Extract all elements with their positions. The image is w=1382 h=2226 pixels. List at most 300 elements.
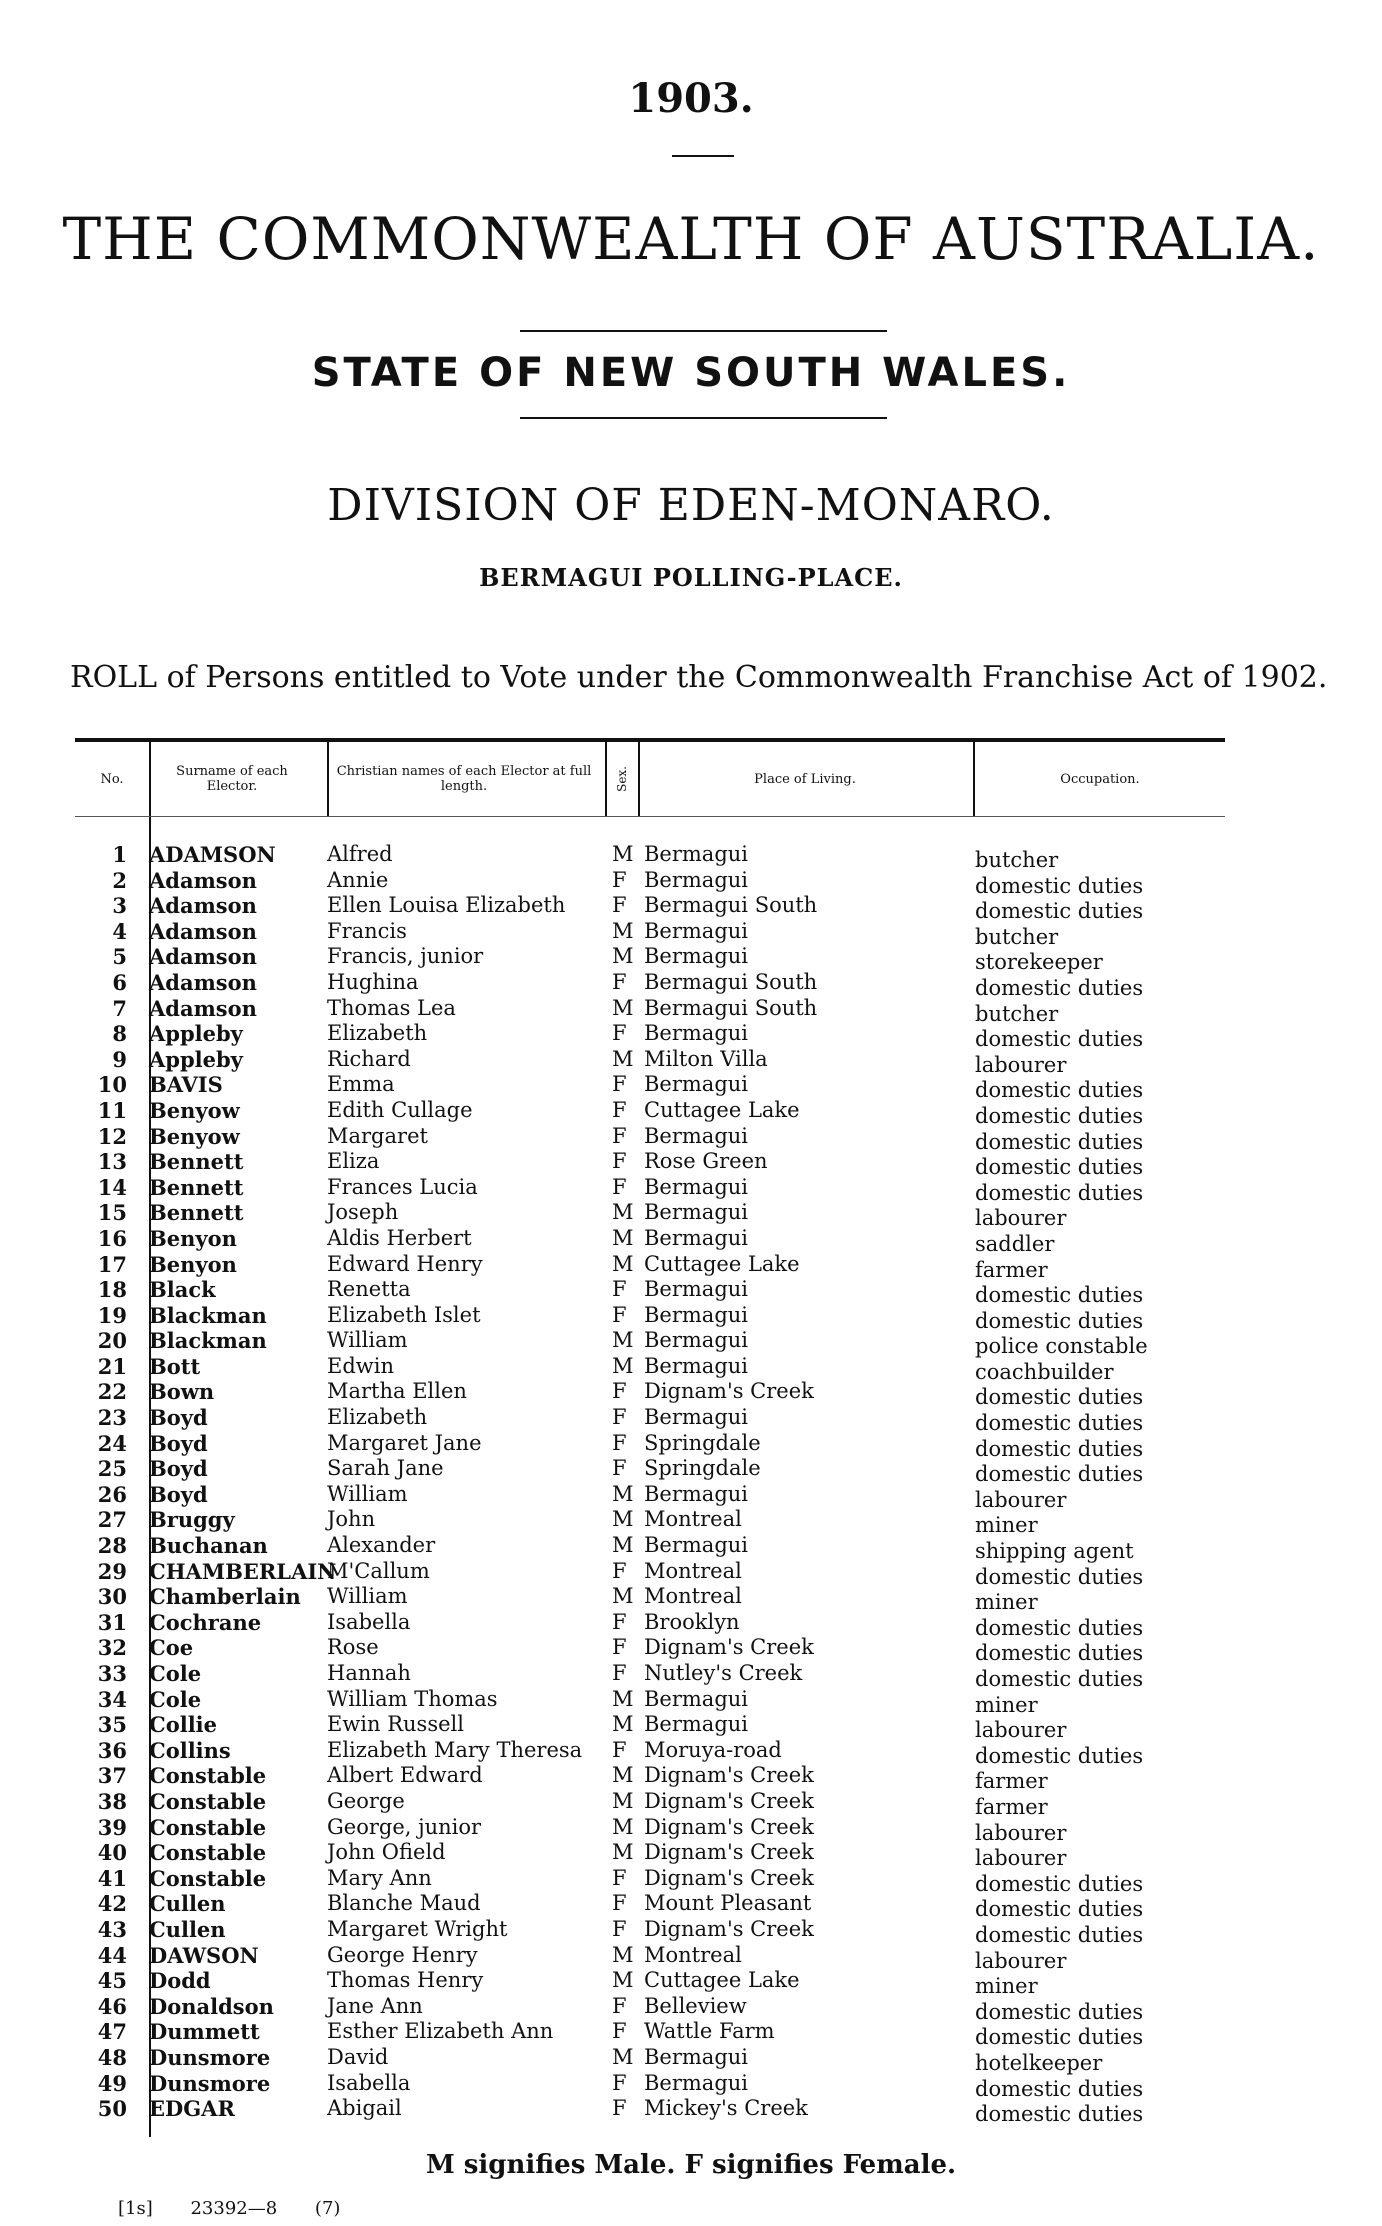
row-christian-names: Isabella bbox=[327, 1609, 411, 1634]
table-row bbox=[75, 867, 1225, 898]
row-sex: M bbox=[612, 1840, 634, 1865]
row-sex: F bbox=[612, 1558, 627, 1583]
table-row bbox=[75, 1993, 1225, 2024]
row-christian-names: Francis bbox=[327, 918, 407, 943]
row-sex: M bbox=[612, 1712, 634, 1737]
table-row bbox=[75, 1225, 1225, 1256]
row-surname: Adamson bbox=[149, 893, 257, 919]
row-number: 21 bbox=[97, 1353, 127, 1379]
row-place-of-living: Belleview bbox=[644, 1993, 747, 2018]
row-sex: F bbox=[612, 2096, 627, 2121]
row-christian-names: Blanche Maud bbox=[327, 1891, 481, 1916]
row-surname: Constable bbox=[149, 1814, 267, 1840]
row-sex: F bbox=[612, 1635, 627, 1660]
row-sex: F bbox=[612, 1302, 627, 1327]
column-header-no: No. bbox=[100, 771, 124, 787]
division-heading: DIVISION OF EDEN-MONARO. bbox=[327, 480, 1055, 531]
row-sex: F bbox=[612, 1405, 627, 1430]
sex-legend: M signifies Male. F signifies Female. bbox=[425, 2150, 957, 2180]
row-sex: F bbox=[612, 1891, 627, 1916]
table-row bbox=[75, 1942, 1225, 1973]
row-number: 16 bbox=[97, 1225, 127, 1251]
row-christian-names: George bbox=[327, 1788, 405, 1813]
row-number: 42 bbox=[97, 1891, 127, 1917]
row-occupation: farmer bbox=[975, 1794, 1048, 1819]
row-place-of-living: Bermagui bbox=[644, 1072, 749, 1097]
row-number: 3 bbox=[112, 893, 127, 919]
row-number: 17 bbox=[97, 1251, 127, 1277]
row-sex: M bbox=[612, 1686, 634, 1711]
row-surname: Bennett bbox=[149, 1149, 244, 1175]
row-occupation: domestic duties bbox=[975, 1743, 1144, 1768]
row-place-of-living: Bermagui bbox=[644, 1225, 749, 1250]
row-place-of-living: Dignam's Creek bbox=[644, 1865, 814, 1890]
row-occupation: farmer bbox=[975, 1257, 1048, 1282]
row-christian-names: Mary Ann bbox=[327, 1865, 432, 1890]
row-place-of-living: Brooklyn bbox=[644, 1609, 740, 1634]
row-christian-names: William Thomas bbox=[327, 1686, 498, 1711]
row-christian-names: Margaret Wright bbox=[327, 1916, 508, 1941]
table-row bbox=[75, 1891, 1225, 1922]
row-sex: F bbox=[612, 1430, 627, 1455]
row-surname: Appleby bbox=[149, 1046, 243, 1072]
row-sex: F bbox=[612, 1916, 627, 1941]
row-occupation: domestic duties bbox=[975, 1641, 1144, 1666]
row-number: 43 bbox=[97, 1916, 127, 1942]
row-occupation: domestic duties bbox=[975, 1180, 1144, 1205]
row-surname: Dunsmore bbox=[149, 2044, 271, 2070]
row-surname: Collie bbox=[149, 1712, 218, 1738]
row-christian-names: Elizabeth bbox=[327, 1021, 428, 1046]
row-surname: Benyon bbox=[149, 1251, 237, 1277]
row-number: 23 bbox=[97, 1405, 127, 1431]
row-occupation: butcher bbox=[975, 848, 1059, 872]
row-number: 50 bbox=[97, 2096, 127, 2122]
row-place-of-living: Bermagui bbox=[644, 1174, 749, 1199]
row-surname: Benyow bbox=[149, 1123, 240, 1149]
row-christian-names: Eliza bbox=[327, 1149, 380, 1174]
row-place-of-living: Montreal bbox=[644, 1584, 742, 1609]
row-sex: F bbox=[612, 1097, 627, 1122]
row-surname: Black bbox=[149, 1277, 216, 1303]
row-occupation: domestic duties bbox=[975, 1999, 1144, 2024]
row-christian-names: William bbox=[327, 1481, 408, 1506]
row-christian-names: John Ofield bbox=[327, 1840, 446, 1865]
row-number: 30 bbox=[97, 1584, 127, 1610]
column-header-sex-label: Sex. bbox=[614, 766, 629, 792]
table-row bbox=[75, 1558, 1225, 1589]
row-number: 29 bbox=[97, 1558, 127, 1584]
table-row bbox=[75, 1277, 1225, 1308]
row-sex: F bbox=[612, 1993, 627, 2018]
row-surname: Constable bbox=[149, 1840, 267, 1866]
table-row bbox=[75, 995, 1225, 1026]
row-occupation: domestic duties bbox=[975, 1871, 1144, 1896]
row-surname: DAWSON bbox=[149, 1942, 259, 1968]
row-number: 25 bbox=[97, 1456, 127, 1482]
row-christian-names: Hannah bbox=[327, 1661, 411, 1685]
row-occupation: domestic duties bbox=[975, 2102, 1144, 2127]
row-sex: M bbox=[612, 1046, 634, 1071]
row-place-of-living: Bermagui South bbox=[644, 969, 818, 994]
row-place-of-living: Bermagui bbox=[644, 867, 749, 892]
row-christian-names: Renetta bbox=[327, 1277, 411, 1302]
table-row bbox=[75, 893, 1225, 924]
row-place-of-living: Dignam's Creek bbox=[644, 1763, 814, 1788]
row-occupation: shipping agent bbox=[975, 1539, 1134, 1564]
table-row bbox=[75, 2096, 1225, 2127]
row-occupation: hotelkeeper bbox=[975, 2050, 1103, 2075]
row-christian-names: Rose bbox=[327, 1635, 379, 1660]
row-place-of-living: Bermagui bbox=[644, 1405, 749, 1430]
row-place-of-living: Dignam's Creek bbox=[644, 1379, 814, 1404]
row-christian-names: John bbox=[327, 1507, 376, 1532]
row-number: 45 bbox=[97, 1968, 127, 1994]
row-christian-names: Margaret Jane bbox=[327, 1430, 482, 1455]
row-place-of-living: Bermagui South bbox=[644, 995, 818, 1020]
table-row bbox=[75, 2019, 1225, 2050]
row-number: 48 bbox=[97, 2044, 127, 2070]
row-place-of-living: Bermagui bbox=[644, 1712, 749, 1737]
row-surname: Buchanan bbox=[149, 1533, 268, 1559]
row-christian-names: Emma bbox=[327, 1072, 395, 1097]
row-occupation: domestic duties bbox=[975, 1615, 1144, 1640]
row-place-of-living: Bermagui bbox=[644, 2070, 749, 2095]
row-place-of-living: Nutley's Creek bbox=[644, 1661, 803, 1685]
row-occupation: domestic duties bbox=[975, 975, 1144, 1000]
table-row bbox=[75, 1507, 1225, 1538]
row-sex: M bbox=[612, 842, 634, 866]
row-occupation: miner bbox=[975, 1513, 1038, 1538]
row-occupation: storekeeper bbox=[975, 950, 1103, 975]
row-sex: F bbox=[612, 1021, 627, 1046]
row-place-of-living: Bermagui bbox=[644, 1021, 749, 1046]
row-sex: M bbox=[612, 1942, 634, 1967]
row-number: 49 bbox=[97, 2070, 127, 2096]
row-christian-names: M'Callum bbox=[327, 1558, 430, 1583]
row-number: 38 bbox=[97, 1788, 127, 1814]
row-number: 4 bbox=[112, 918, 127, 944]
row-christian-names: Ewin Russell bbox=[327, 1712, 464, 1737]
row-surname: Constable bbox=[149, 1763, 267, 1789]
row-surname: Blackman bbox=[149, 1328, 267, 1354]
row-christian-names: Albert Edward bbox=[327, 1763, 483, 1788]
footer-code: [1s] bbox=[118, 2198, 153, 2219]
row-occupation: labourer bbox=[975, 1718, 1067, 1743]
row-christian-names: Margaret bbox=[327, 1123, 428, 1148]
row-surname: Coe bbox=[149, 1635, 194, 1661]
row-occupation: domestic duties bbox=[975, 1564, 1144, 1589]
row-occupation: labourer bbox=[975, 1052, 1067, 1077]
row-place-of-living: Cuttagee Lake bbox=[644, 1097, 800, 1122]
table-row bbox=[75, 969, 1225, 1000]
row-surname: Cole bbox=[149, 1661, 202, 1686]
row-surname: Blackman bbox=[149, 1302, 267, 1328]
row-number: 13 bbox=[97, 1149, 127, 1175]
row-sex: M bbox=[612, 1507, 634, 1532]
row-sex: M bbox=[612, 1584, 634, 1609]
row-sex: F bbox=[612, 867, 627, 892]
electoral-roll-table bbox=[75, 738, 1225, 2137]
year: 1903. bbox=[628, 75, 754, 122]
row-sex: M bbox=[612, 1788, 634, 1813]
row-occupation: coachbuilder bbox=[975, 1359, 1114, 1384]
row-occupation: domestic duties bbox=[975, 899, 1144, 924]
row-occupation: domestic duties bbox=[975, 1667, 1144, 1691]
row-surname: Dodd bbox=[149, 1968, 211, 1994]
table-row bbox=[75, 1533, 1225, 1564]
row-sex: F bbox=[612, 2019, 627, 2044]
row-place-of-living: Bermagui bbox=[644, 1200, 749, 1225]
table-row bbox=[75, 1200, 1225, 1231]
row-number: 36 bbox=[97, 1737, 127, 1763]
row-occupation: miner bbox=[975, 1974, 1038, 1999]
row-sex: F bbox=[612, 1737, 627, 1762]
table-row bbox=[75, 1379, 1225, 1410]
roll-title: ROLL of Persons entitled to Vote under the Commonwealth Franchise Act of 1902. bbox=[70, 660, 1328, 695]
row-christian-names: Francis, junior bbox=[327, 944, 484, 969]
page-title: THE COMMONWEALTH OF AUSTRALIA. bbox=[62, 205, 1320, 273]
row-number: 7 bbox=[112, 995, 127, 1021]
row-christian-names: William bbox=[327, 1328, 408, 1353]
row-number: 37 bbox=[97, 1763, 127, 1789]
column-header-occupation: Occupation. bbox=[1060, 771, 1140, 787]
table-row bbox=[75, 1840, 1225, 1871]
row-surname: ADAMSON bbox=[149, 842, 276, 867]
row-sex: M bbox=[612, 1814, 634, 1839]
table-row bbox=[75, 1788, 1225, 1819]
row-christian-names: George, junior bbox=[327, 1814, 482, 1839]
row-christian-names: Edward Henry bbox=[327, 1251, 483, 1276]
row-surname: Constable bbox=[149, 1788, 267, 1814]
row-sex: F bbox=[612, 1149, 627, 1174]
row-number: 12 bbox=[97, 1123, 127, 1149]
row-place-of-living: Bermagui bbox=[644, 918, 749, 943]
column-divider bbox=[327, 742, 329, 816]
row-occupation: domestic duties bbox=[975, 1308, 1144, 1333]
row-sex: F bbox=[612, 1661, 627, 1685]
row-sex: F bbox=[612, 969, 627, 994]
row-place-of-living: Bermagui bbox=[644, 1533, 749, 1558]
row-surname: Adamson bbox=[149, 918, 257, 944]
row-christian-names: Sarah Jane bbox=[327, 1456, 444, 1481]
row-surname: Boyd bbox=[149, 1405, 208, 1431]
row-surname: Donaldson bbox=[149, 1993, 274, 2019]
table-row bbox=[75, 1481, 1225, 1512]
row-sex: F bbox=[612, 1174, 627, 1199]
row-occupation: farmer bbox=[975, 1769, 1048, 1794]
column-divider bbox=[605, 742, 607, 816]
row-sex: M bbox=[612, 1763, 634, 1788]
row-number: 5 bbox=[112, 944, 127, 970]
table-row bbox=[75, 1456, 1225, 1487]
row-number: 14 bbox=[97, 1174, 127, 1200]
footer-print-number: 23392—8 bbox=[190, 2198, 278, 2219]
table-row bbox=[75, 2044, 1225, 2075]
table-row bbox=[75, 1584, 1225, 1615]
row-sex: M bbox=[612, 1200, 634, 1225]
table-row bbox=[75, 1072, 1225, 1103]
row-sex: F bbox=[612, 893, 627, 918]
row-surname: Cochrane bbox=[149, 1609, 262, 1635]
table-row bbox=[75, 1174, 1225, 1205]
row-sex: F bbox=[612, 1456, 627, 1481]
table-row bbox=[75, 1328, 1225, 1359]
table-row bbox=[75, 1916, 1225, 1947]
column-divider bbox=[638, 742, 640, 816]
row-occupation: domestic duties bbox=[975, 1078, 1144, 1103]
row-number: 11 bbox=[97, 1097, 127, 1123]
row-number: 33 bbox=[97, 1661, 127, 1686]
row-surname: Bennett bbox=[149, 1174, 244, 1200]
row-surname: Collins bbox=[149, 1737, 231, 1763]
row-number: 27 bbox=[97, 1507, 127, 1533]
row-occupation: labourer bbox=[975, 1948, 1067, 1973]
row-surname: Boyd bbox=[149, 1481, 208, 1507]
column-header-sex bbox=[609, 742, 635, 816]
row-christian-names: Edwin bbox=[327, 1353, 394, 1378]
row-place-of-living: Cuttagee Lake bbox=[644, 1968, 800, 1993]
row-number: 9 bbox=[112, 1046, 127, 1072]
row-number: 35 bbox=[97, 1712, 127, 1738]
row-sex: M bbox=[612, 1353, 634, 1378]
row-place-of-living: Montreal bbox=[644, 1507, 742, 1532]
row-place-of-living: Rose Green bbox=[644, 1149, 768, 1174]
header-rule bbox=[75, 816, 1225, 817]
row-christian-names: Elizabeth bbox=[327, 1405, 428, 1430]
rule-short bbox=[672, 155, 734, 157]
row-sex: M bbox=[612, 918, 634, 943]
row-surname: Adamson bbox=[149, 944, 257, 970]
row-number: 41 bbox=[97, 1865, 127, 1891]
row-christian-names: Alexander bbox=[327, 1533, 436, 1558]
row-surname: Bott bbox=[149, 1353, 201, 1379]
row-place-of-living: Bermagui bbox=[644, 1328, 749, 1353]
row-sex: M bbox=[612, 1481, 634, 1506]
row-surname: Dunsmore bbox=[149, 2070, 271, 2096]
row-occupation: domestic duties bbox=[975, 2025, 1144, 2050]
row-number: 10 bbox=[97, 1072, 127, 1098]
table-row bbox=[75, 1763, 1225, 1794]
row-sex: F bbox=[612, 1865, 627, 1890]
row-occupation: labourer bbox=[975, 1206, 1067, 1231]
column-header-place: Place of Living. bbox=[754, 771, 856, 787]
row-occupation: butcher bbox=[975, 1001, 1059, 1026]
row-place-of-living: Bermagui bbox=[644, 944, 749, 969]
row-place-of-living: Bermagui bbox=[644, 842, 749, 866]
row-place-of-living: Cuttagee Lake bbox=[644, 1251, 800, 1276]
row-number: 31 bbox=[97, 1609, 127, 1635]
row-place-of-living: Springdale bbox=[644, 1456, 761, 1481]
row-surname: Bruggy bbox=[149, 1507, 235, 1533]
row-place-of-living: Mount Pleasant bbox=[644, 1891, 812, 1916]
row-place-of-living: Bermagui bbox=[644, 1123, 749, 1148]
row-occupation: domestic duties bbox=[975, 1027, 1144, 1052]
row-occupation: domestic duties bbox=[975, 1155, 1144, 1180]
row-christian-names: Esther Elizabeth Ann bbox=[327, 2019, 554, 2044]
row-occupation: domestic duties bbox=[975, 1283, 1144, 1308]
row-number: 22 bbox=[97, 1379, 127, 1405]
row-sex: M bbox=[612, 944, 634, 969]
row-number: 46 bbox=[97, 1993, 127, 2019]
row-place-of-living: Montreal bbox=[644, 1942, 742, 1967]
table-row bbox=[75, 1865, 1225, 1896]
row-sex: M bbox=[612, 1968, 634, 1993]
column-header-christian: Christian names of each Elector at full length. bbox=[336, 764, 592, 794]
table-row bbox=[75, 1021, 1225, 1052]
row-place-of-living: Springdale bbox=[644, 1430, 761, 1455]
row-occupation: domestic duties bbox=[975, 1436, 1144, 1461]
row-surname: Benyow bbox=[149, 1097, 240, 1123]
row-place-of-living: Dignam's Creek bbox=[644, 1840, 814, 1865]
row-surname: Cullen bbox=[149, 1891, 226, 1917]
row-number: 1 bbox=[112, 842, 127, 867]
row-sex: M bbox=[612, 2044, 634, 2069]
table-row bbox=[75, 944, 1225, 975]
row-surname: Constable bbox=[149, 1865, 267, 1891]
row-christian-names: Elizabeth Islet bbox=[327, 1302, 481, 1327]
row-sex: M bbox=[612, 1251, 634, 1276]
row-number: 34 bbox=[97, 1686, 127, 1712]
column-divider bbox=[973, 742, 975, 816]
table-row bbox=[75, 1149, 1225, 1180]
row-surname: Cullen bbox=[149, 1916, 226, 1942]
row-christian-names: Richard bbox=[327, 1046, 411, 1071]
row-number: 44 bbox=[97, 1942, 127, 1968]
row-number: 40 bbox=[97, 1840, 127, 1866]
row-occupation: butcher bbox=[975, 924, 1059, 949]
row-place-of-living: Dignam's Creek bbox=[644, 1916, 814, 1941]
row-number: 28 bbox=[97, 1533, 127, 1559]
row-occupation: labourer bbox=[975, 1846, 1067, 1871]
table-row bbox=[75, 918, 1225, 949]
row-place-of-living: Bermagui South bbox=[644, 893, 818, 918]
table-row bbox=[75, 1097, 1225, 1128]
row-christian-names: Alfred bbox=[327, 842, 393, 866]
table-row bbox=[75, 2070, 1225, 2101]
row-christian-names: Thomas Lea bbox=[327, 995, 456, 1020]
row-number: 6 bbox=[112, 969, 127, 995]
row-number: 26 bbox=[97, 1481, 127, 1507]
row-sex: F bbox=[612, 2070, 627, 2095]
row-sex: M bbox=[612, 1328, 634, 1353]
row-occupation: miner bbox=[975, 1590, 1038, 1615]
polling-place-heading: BERMAGUI POLLING-PLACE. bbox=[479, 563, 903, 592]
table-row bbox=[75, 1712, 1225, 1743]
row-place-of-living: Moruya-road bbox=[644, 1737, 782, 1762]
row-surname: Boyd bbox=[149, 1430, 208, 1456]
row-number: 2 bbox=[112, 867, 127, 893]
row-number: 8 bbox=[112, 1021, 127, 1047]
table-row bbox=[75, 1635, 1225, 1666]
table-body bbox=[75, 842, 1225, 2127]
row-christian-names: Martha Ellen bbox=[327, 1379, 467, 1404]
row-surname: BAVIS bbox=[149, 1072, 223, 1098]
row-place-of-living: Dignam's Creek bbox=[644, 1788, 814, 1813]
table-row bbox=[75, 1661, 1225, 1691]
table-row bbox=[75, 1737, 1225, 1768]
row-christian-names: Ellen Louisa Elizabeth bbox=[327, 893, 566, 918]
row-surname: Bennett bbox=[149, 1200, 244, 1226]
table-row bbox=[75, 1046, 1225, 1077]
footer-page: (7) bbox=[314, 2198, 341, 2219]
table-row bbox=[75, 1302, 1225, 1333]
row-christian-names: Jane Ann bbox=[327, 1993, 423, 2018]
row-sex: F bbox=[612, 1277, 627, 1302]
row-christian-names: Thomas Henry bbox=[327, 1968, 484, 1993]
row-christian-names: Joseph bbox=[327, 1200, 399, 1225]
row-number: 39 bbox=[97, 1814, 127, 1840]
